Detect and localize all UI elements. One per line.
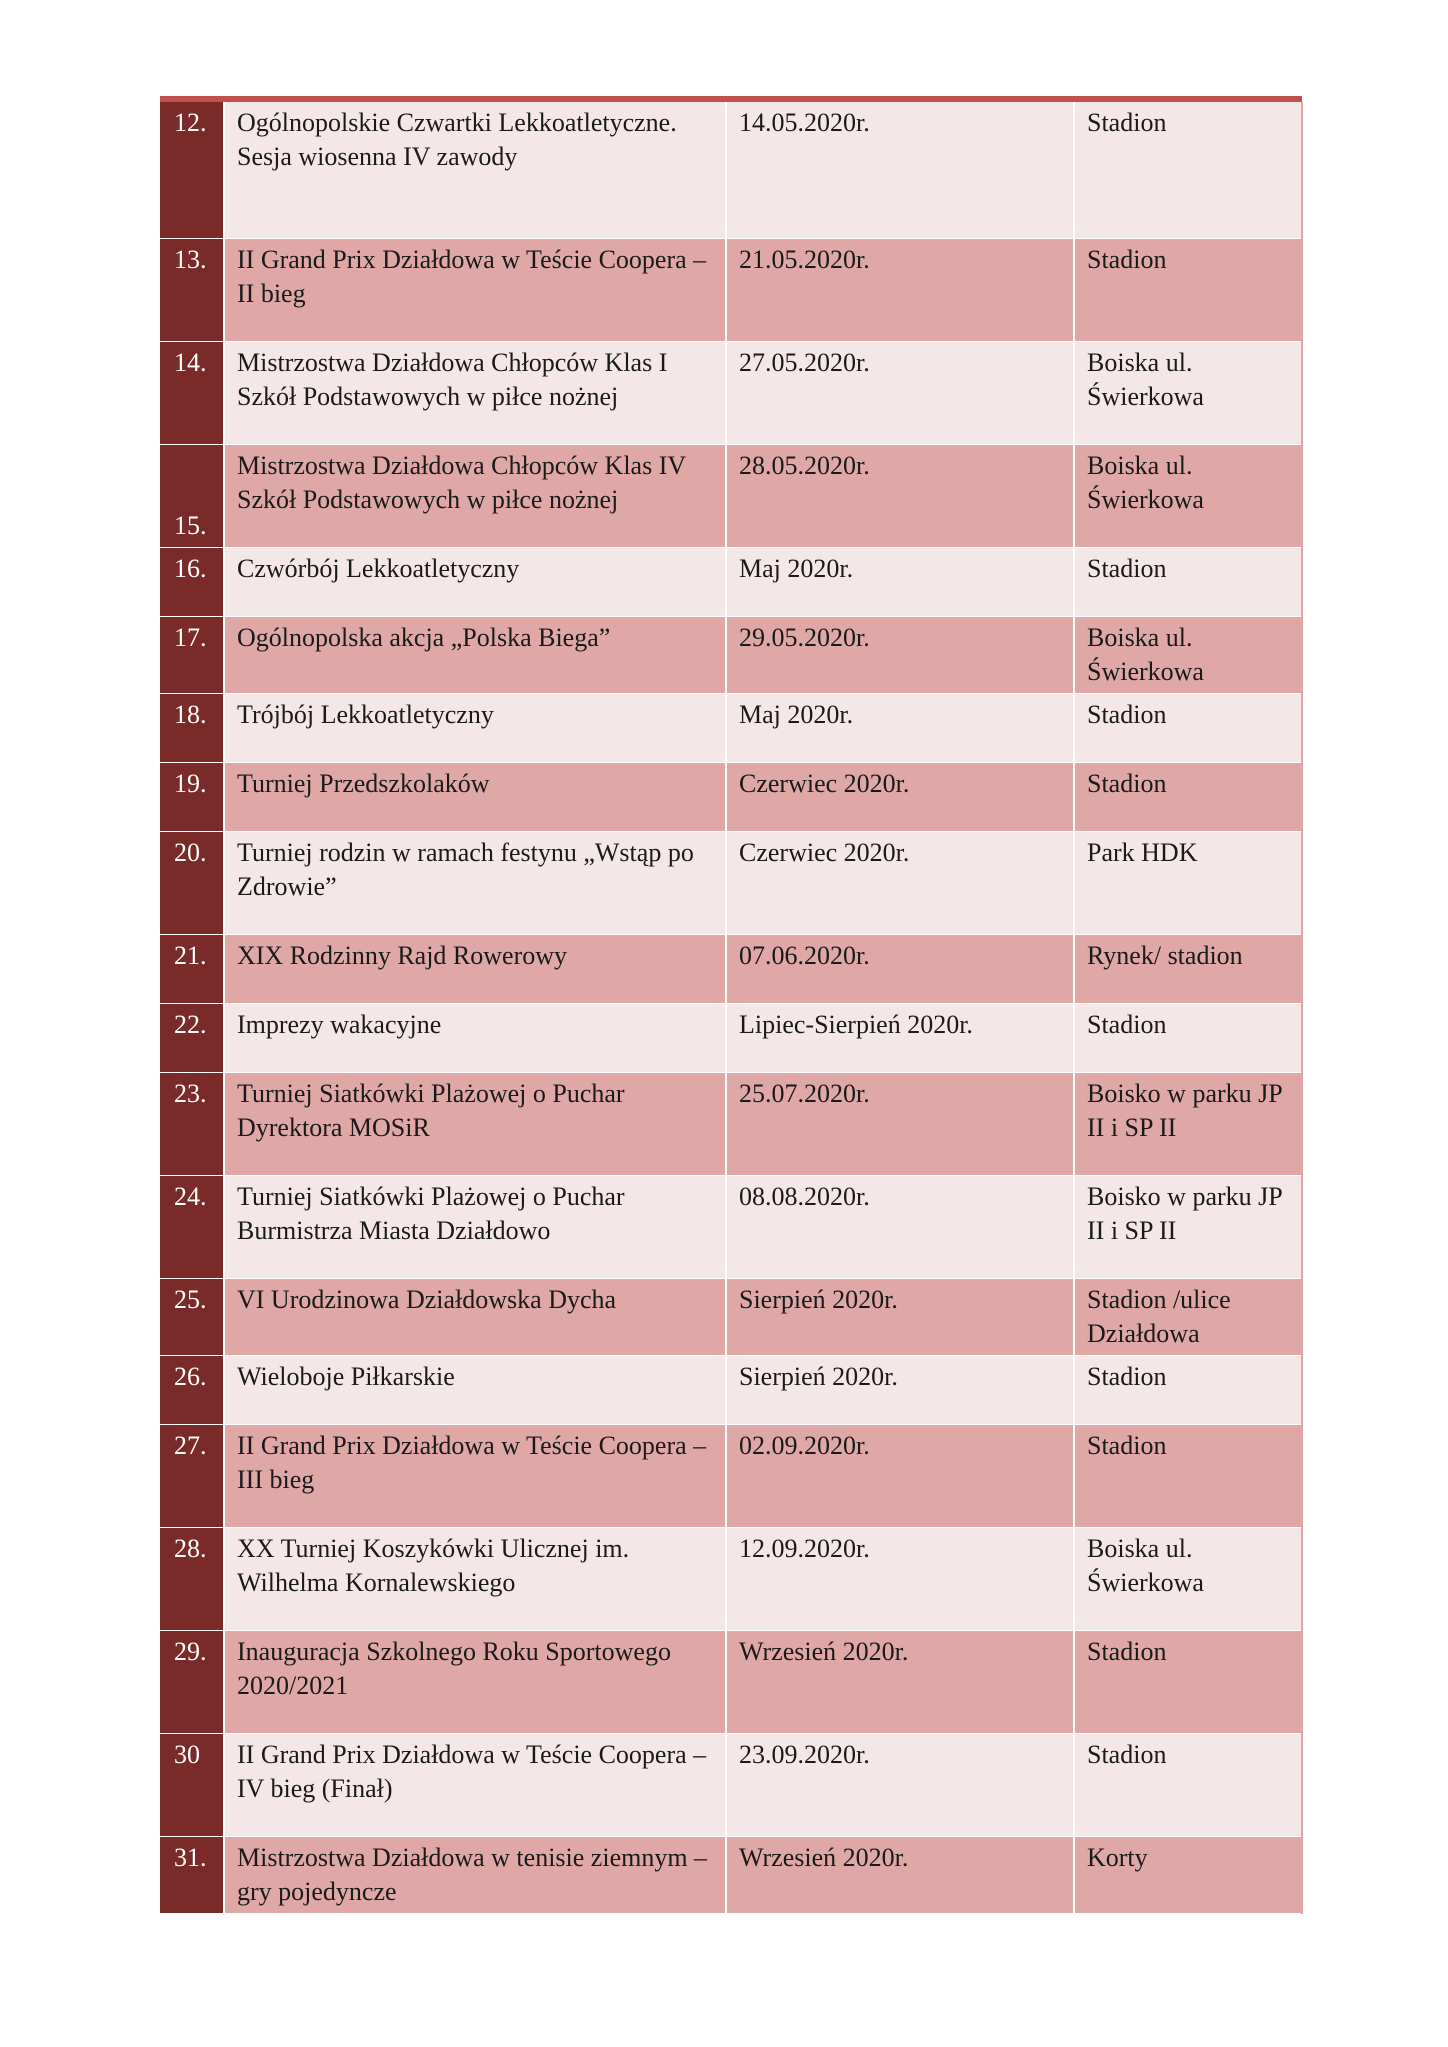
event-name: Inauguracja Szkolnego Roku Sportowego 2020/2021 xyxy=(224,1631,726,1734)
table-row xyxy=(160,1528,1302,1631)
event-place: Stadion xyxy=(1074,102,1302,239)
event-date: Wrzesień 2020r. xyxy=(726,1631,1074,1734)
event-date: Lipiec-Sierpień 2020r. xyxy=(726,1004,1074,1073)
row-number: 25. xyxy=(160,1279,224,1356)
event-date: 21.05.2020r. xyxy=(726,239,1074,342)
event-name: Mistrzostwa Działdowa Chłopców Klas IV Szkół Podstawowych w piłce nożnej xyxy=(224,445,726,548)
event-name: XX Turniej Koszykówki Ulicznej im. Wilhelma Kornalewskiego xyxy=(224,1528,726,1631)
table-row xyxy=(160,342,1302,445)
event-date: 25.07.2020r. xyxy=(726,1073,1074,1176)
event-name: XIX Rodzinny Rajd Rowerowy xyxy=(224,935,726,1004)
event-date: 29.05.2020r. xyxy=(726,617,1074,694)
table-row xyxy=(160,1425,1302,1528)
row-number: 23. xyxy=(160,1073,224,1176)
event-place: Stadion xyxy=(1074,1004,1302,1073)
event-date: Czerwiec 2020r. xyxy=(726,763,1074,832)
event-date: Sierpień 2020r. xyxy=(726,1356,1074,1425)
event-place: Boiska ul. Świerkowa xyxy=(1074,1528,1302,1631)
event-place: Boisko w parku JP II i SP II xyxy=(1074,1176,1302,1279)
row-number: 30 xyxy=(160,1734,224,1837)
row-number: 24. xyxy=(160,1176,224,1279)
event-place: Boiska ul. Świerkowa xyxy=(1074,617,1302,694)
row-number: 31. xyxy=(160,1837,224,1914)
event-name: Mistrzostwa Działdowa Chłopców Klas I Szkół Podstawowych w piłce nożnej xyxy=(224,342,726,445)
event-place: Stadion xyxy=(1074,694,1302,763)
event-place: Stadion /ulice Działdowa xyxy=(1074,1279,1302,1356)
row-number: 20. xyxy=(160,832,224,935)
events-schedule-table xyxy=(160,102,1303,1914)
event-place: Stadion xyxy=(1074,1631,1302,1734)
event-date: Maj 2020r. xyxy=(726,694,1074,763)
table-row xyxy=(160,617,1302,694)
event-place: Boiska ul. Świerkowa xyxy=(1074,342,1302,445)
event-name: Trójbój Lekkoatletyczny xyxy=(224,694,726,763)
row-number: 18. xyxy=(160,694,224,763)
row-number: 15. xyxy=(160,445,224,548)
table-row xyxy=(160,548,1302,617)
row-number: 14. xyxy=(160,342,224,445)
row-number: 21. xyxy=(160,935,224,1004)
event-name: Mistrzostwa Działdowa w tenisie ziemnym – gry pojedyncze xyxy=(224,1837,726,1914)
event-date: 08.08.2020r. xyxy=(726,1176,1074,1279)
event-date: 23.09.2020r. xyxy=(726,1734,1074,1837)
event-name: Wieloboje Piłkarskie xyxy=(224,1356,726,1425)
event-date: 27.05.2020r. xyxy=(726,342,1074,445)
table-row xyxy=(160,1279,1302,1356)
table-row xyxy=(160,1734,1302,1837)
row-number: 13. xyxy=(160,239,224,342)
row-number: 22. xyxy=(160,1004,224,1073)
table-row xyxy=(160,935,1302,1004)
table-row xyxy=(160,102,1302,239)
event-name: II Grand Prix Działdowa w Teście Coopera – II bieg xyxy=(224,239,726,342)
event-place: Boisko w parku JP II i SP II xyxy=(1074,1073,1302,1176)
event-name: II Grand Prix Działdowa w Teście Coopera – IV bieg (Finał) xyxy=(224,1734,726,1837)
row-number: 16. xyxy=(160,548,224,617)
event-name: II Grand Prix Działdowa w Teście Coopera – III bieg xyxy=(224,1425,726,1528)
event-place: Stadion xyxy=(1074,1425,1302,1528)
table-row xyxy=(160,1837,1302,1914)
table-row xyxy=(160,694,1302,763)
table-row xyxy=(160,832,1302,935)
table-row xyxy=(160,1356,1302,1425)
event-name: Imprezy wakacyjne xyxy=(224,1004,726,1073)
event-name: VI Urodzinowa Działdowska Dycha xyxy=(224,1279,726,1356)
event-place: Boiska ul. Świerkowa xyxy=(1074,445,1302,548)
row-number: 29. xyxy=(160,1631,224,1734)
event-date: 02.09.2020r. xyxy=(726,1425,1074,1528)
event-date: 12.09.2020r. xyxy=(726,1528,1074,1631)
event-place: Stadion xyxy=(1074,1356,1302,1425)
event-date: Wrzesień 2020r. xyxy=(726,1837,1074,1914)
event-date: 14.05.2020r. xyxy=(726,102,1074,239)
event-date: 28.05.2020r. xyxy=(726,445,1074,548)
table-row xyxy=(160,445,1302,548)
event-name: Turniej Siatkówki Plażowej o Puchar Burmistrza Miasta Działdowo xyxy=(224,1176,726,1279)
row-number: 26. xyxy=(160,1356,224,1425)
event-name: Ogólnopolska akcja „Polska Biega” xyxy=(224,617,726,694)
row-number: 17. xyxy=(160,617,224,694)
event-date: Sierpień 2020r. xyxy=(726,1279,1074,1356)
event-name: Turniej Przedszkolaków xyxy=(224,763,726,832)
event-name: Turniej Siatkówki Plażowej o Puchar Dyrektora MOSiR xyxy=(224,1073,726,1176)
event-date: 07.06.2020r. xyxy=(726,935,1074,1004)
table-row xyxy=(160,1073,1302,1176)
row-number: 28. xyxy=(160,1528,224,1631)
event-place: Park HDK xyxy=(1074,832,1302,935)
table-row xyxy=(160,1004,1302,1073)
event-name: Czwórbój Lekkoatletyczny xyxy=(224,548,726,617)
event-date: Czerwiec 2020r. xyxy=(726,832,1074,935)
event-place: Stadion xyxy=(1074,763,1302,832)
event-place: Stadion xyxy=(1074,548,1302,617)
event-date: Maj 2020r. xyxy=(726,548,1074,617)
event-place: Stadion xyxy=(1074,1734,1302,1837)
table-row xyxy=(160,239,1302,342)
table-row xyxy=(160,763,1302,832)
event-name: Ogólnopolskie Czwartki Lekkoatletyczne. Sesja wiosenna IV zawody xyxy=(224,102,726,239)
row-number: 19. xyxy=(160,763,224,832)
event-name: Turniej rodzin w ramach festynu „Wstąp po Zdrowie” xyxy=(224,832,726,935)
row-number: 27. xyxy=(160,1425,224,1528)
row-number: 12. xyxy=(160,102,224,239)
table-row xyxy=(160,1176,1302,1279)
event-place: Rynek/ stadion xyxy=(1074,935,1302,1004)
event-place: Stadion xyxy=(1074,239,1302,342)
event-place: Korty xyxy=(1074,1837,1302,1914)
table-row xyxy=(160,1631,1302,1734)
